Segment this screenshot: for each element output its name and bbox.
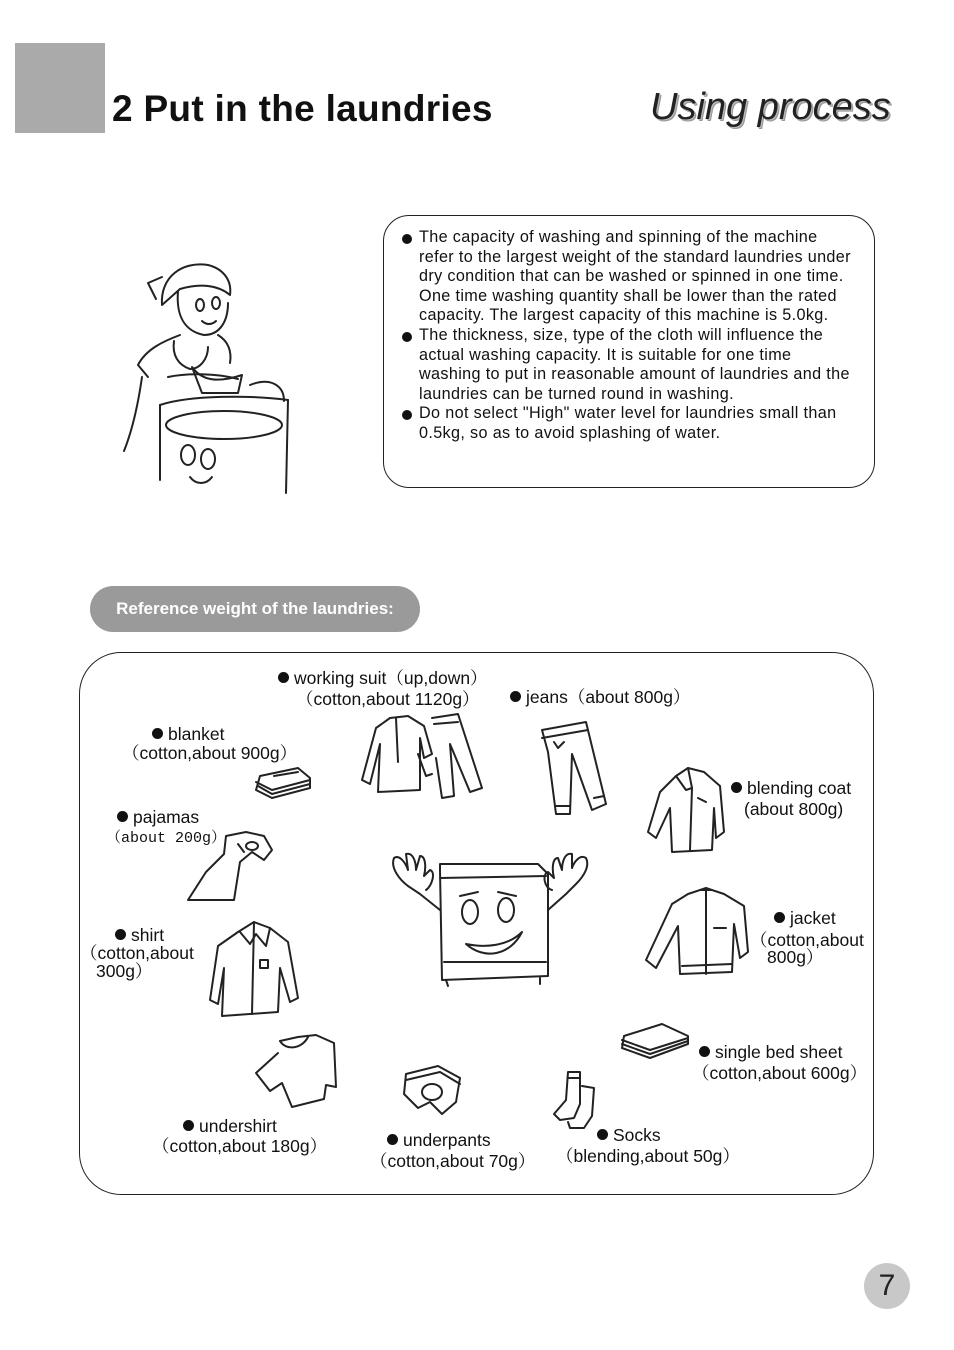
capacity-notes-box	[383, 215, 875, 488]
jeans-icon	[540, 722, 610, 816]
single-bed-sheet-weight: （cotton,about 600g）	[692, 1063, 868, 1083]
working-suit-icon	[362, 714, 488, 800]
underpants-label: underpants	[387, 1130, 491, 1151]
page-number: 7	[864, 1263, 910, 1309]
undershirt-label: undershirt	[183, 1116, 277, 1137]
jeans-label: jeans（about 800g）	[510, 687, 690, 708]
jacket-weight-line2: 800g）	[767, 947, 824, 967]
blending-coat-label: blending coat	[731, 778, 851, 799]
pajamas-icon	[186, 830, 276, 904]
capacity-note: The capacity of washing and spinning of the machine refer to the largest weight of the standard laundries under dry condition that can be washed or spinned in one time. One time washing quantity shall be lower than the rated capacity. The largest capacity of this machine is 5.0kg.	[402, 228, 854, 326]
jacket-icon	[642, 888, 752, 978]
header-grey-block	[15, 43, 105, 133]
undershirt-weight: （cotton,about 180g）	[152, 1136, 328, 1156]
jacket-weight-line1: （cotton,about	[750, 930, 864, 950]
working-suit-label: working suit（up,down）	[278, 668, 488, 689]
underpants-icon	[402, 1064, 464, 1118]
shirt-label: shirt	[115, 925, 164, 946]
single-bed-sheet-label: single bed sheet	[699, 1042, 842, 1063]
underpants-weight: （cotton,about 70g）	[370, 1151, 536, 1171]
socks-weight: （blending,about 50g）	[556, 1146, 740, 1166]
undershirt-icon	[252, 1033, 340, 1109]
blanket-label: blanket	[152, 724, 224, 745]
shirt-weight-line2: 300g）	[96, 961, 153, 981]
blending-coat-weight: (about 800g)	[744, 799, 844, 819]
reference-weight-heading: Reference weight of the laundries:	[90, 586, 420, 632]
washing-machine-mascot-icon	[386, 850, 592, 990]
thickness-note: The thickness, size, type of the cloth will influence the actual washing capacity. It is suitable for one time washing to put in reasonable amount of laundries and the laundries can be turned round in washing.	[402, 326, 854, 404]
blanket-icon	[254, 766, 314, 802]
blanket-weight: （cotton,about 900g）	[122, 743, 298, 763]
working-suit-weight: （cotton,about 1120g）	[296, 689, 480, 709]
woman-loading-washer-illustration	[120, 255, 300, 500]
shirt-icon	[208, 920, 300, 1020]
pajamas-weight: （about 200g）	[106, 830, 227, 847]
blending-coat-icon	[646, 768, 728, 856]
socks-label: Socks	[597, 1125, 661, 1146]
page-title: 2 Put in the laundries	[112, 88, 493, 129]
jacket-label: jacket	[774, 908, 836, 929]
section-title: Using process	[650, 86, 891, 128]
single-bed-sheet-icon	[620, 1022, 692, 1062]
shirt-weight-line1: （cotton,about	[80, 943, 194, 963]
pajamas-label: pajamas	[117, 807, 199, 828]
water-level-note: Do not select "High" water level for laundries small than 0.5kg, so as to avoid splashing of water.	[402, 404, 854, 443]
socks-icon	[548, 1070, 596, 1132]
